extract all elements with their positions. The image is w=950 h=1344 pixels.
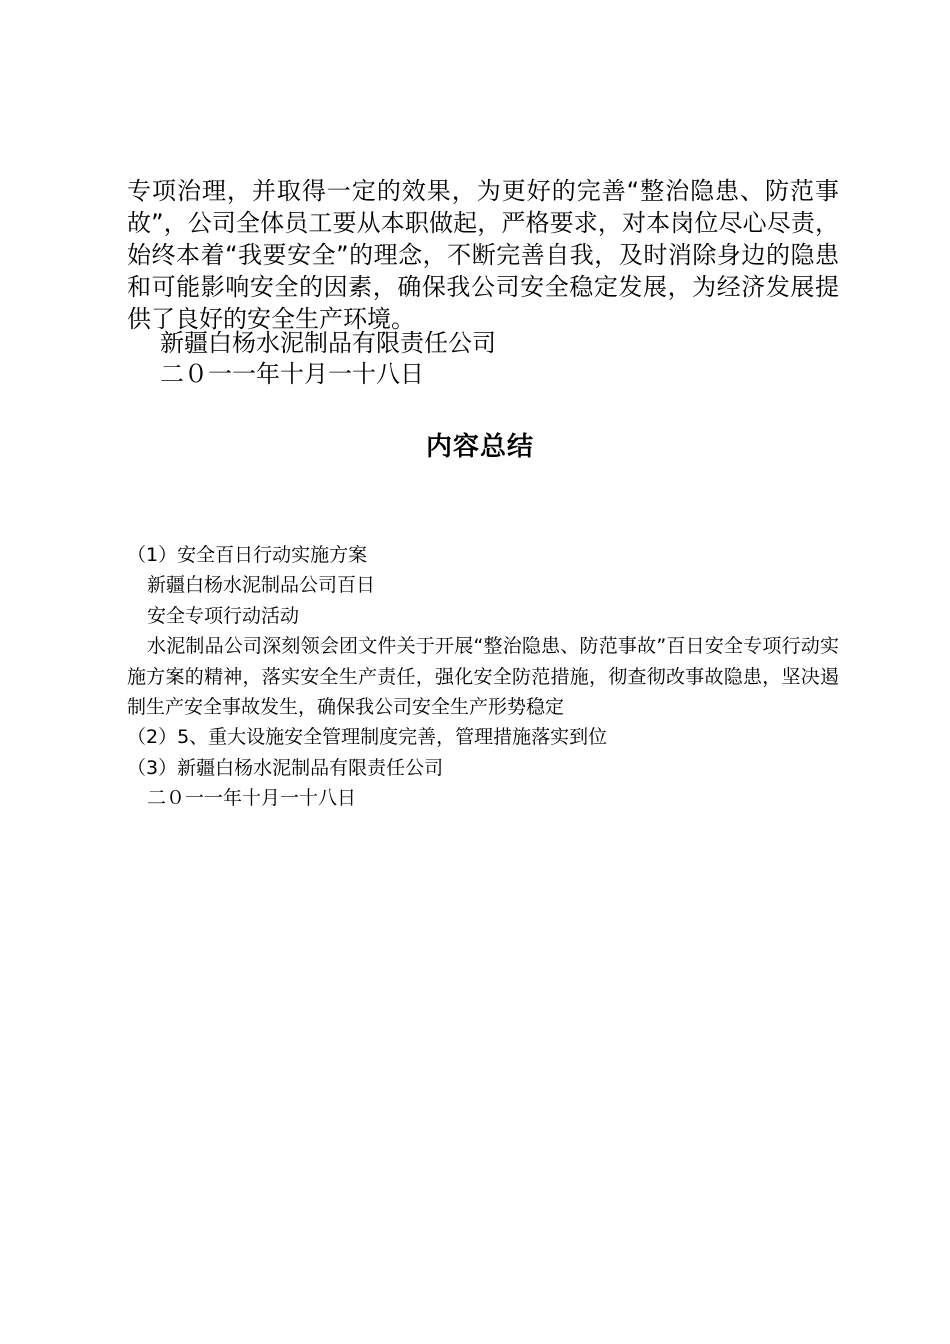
signature-date: 二０一一年十月一十八日 — [160, 360, 424, 388]
summary-paragraph: 水泥制品公司深刻领会团文件关于开展“整治隐患、防范事故”百日安全专项行动实施方案的精神，落实安全生产责任，强化安全防范措施，彻查彻改事故隐患，坚决遏制生产安全事故发生，确保我公司安全生产形势稳定 — [127, 635, 839, 719]
summary-company-line: 新疆白杨水泥制品公司百日 — [147, 574, 376, 597]
summary-section — [127, 540, 839, 814]
signature-company: 新疆白杨水泥制品有限责任公司 — [160, 329, 496, 357]
summary-item-3: （3）新疆白杨水泥制品有限责任公司 — [127, 756, 444, 779]
summary-activity-line: 安全专项行动活动 — [147, 604, 300, 627]
summary-title: 内容总结 — [425, 432, 534, 462]
body-paragraph: 专项治理，并取得一定的效果，为更好的完善“整治隐患、防范事故”，公司全体员工要从本职做起，严格要求，对本岗位尽心尽责，始终本着“我要安全”的理念，不断完善自我，及时消除身边的隐患和可能影响安全的因素，确保我公司安全稳定发展，为经济发展提供了良好的安全生产环境。 — [127, 177, 839, 333]
summary-item-1: （1）安全百日行动实施方案 — [127, 544, 368, 566]
summary-item-2: （2）5、重大设施安全管理制度完善，管理措施落实到位 — [127, 726, 608, 749]
summary-date: 二０一一年十月一十八日 — [147, 787, 357, 810]
